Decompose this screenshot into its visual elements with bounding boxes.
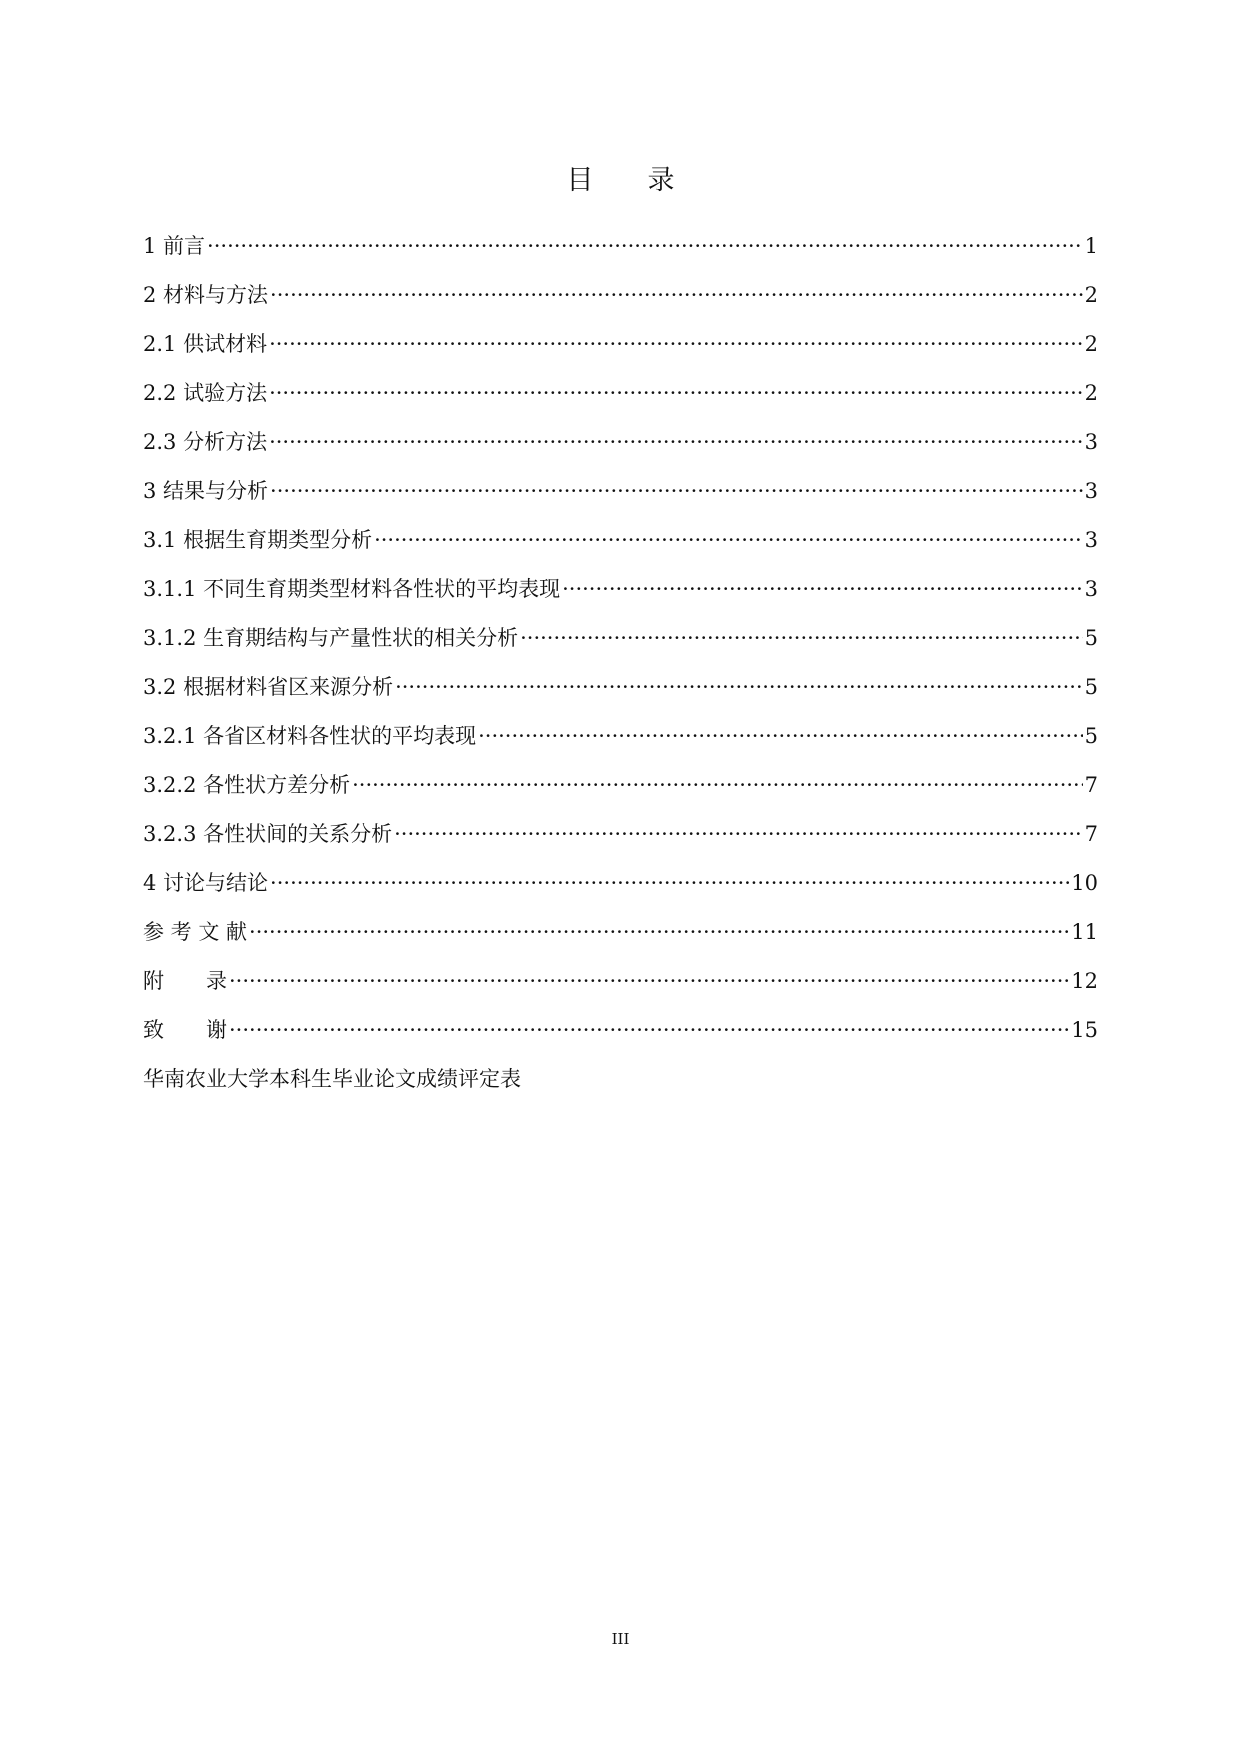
toc-entry[interactable] [143,564,1098,613]
toc-leader-dots [229,967,1069,995]
toc-entry-page: 12 [1071,968,1098,993]
toc-entry-page: 5 [1084,625,1098,650]
toc-entry[interactable] [143,662,1098,711]
toc-entry-label: 致 谢 [143,1017,227,1042]
toc-leader-dots [270,477,1083,505]
toc-entry-label: 3.2.1 各省区材料各性状的平均表现 [143,723,477,748]
toc-leader-dots [270,869,1069,897]
toc-entry-page: 1 [1084,233,1098,258]
toc-entry-page: 2 [1084,380,1098,405]
toc-footer-entry[interactable] [143,1054,1098,1103]
table-of-contents [143,221,1098,1103]
toc-leader-dots [352,771,1083,799]
toc-entry-page: 7 [1084,821,1098,846]
toc-leader-dots [478,722,1083,750]
toc-entry[interactable] [143,466,1098,515]
toc-entry-page: 7 [1084,772,1098,797]
toc-entry[interactable] [143,515,1098,564]
toc-entry[interactable] [143,711,1098,760]
toc-entry[interactable] [143,907,1098,956]
toc-entry-page: 3 [1084,527,1098,552]
toc-entry[interactable] [143,417,1098,466]
toc-entry-label: 3.1 根据生育期类型分析 [143,527,373,552]
page-title: 目 录 [566,165,675,196]
toc-entry[interactable] [143,1005,1098,1054]
toc-leader-dots [394,820,1083,848]
toc-leader-dots [207,232,1083,260]
toc-entry[interactable] [143,221,1098,270]
toc-leader-dots [395,673,1083,701]
toc-entry[interactable] [143,858,1098,907]
toc-leader-dots [562,575,1083,603]
toc-entry-page: 15 [1071,1017,1098,1042]
toc-leader-dots [520,624,1083,652]
toc-entry-page: 3 [1084,576,1098,601]
toc-leader-dots [229,1016,1069,1044]
toc-entry[interactable] [143,368,1098,417]
toc-entry[interactable] [143,319,1098,368]
toc-entry-page: 3 [1084,429,1098,454]
toc-entry-label: 3.2 根据材料省区来源分析 [143,674,394,699]
toc-leader-dots [269,428,1083,456]
toc-entry-label: 2.1 供试材料 [143,331,268,356]
toc-entry-label: 2.2 试验方法 [143,380,268,405]
toc-entry-page: 10 [1071,870,1098,895]
toc-entry-label: 4 讨论与结论 [143,870,269,895]
toc-entry-label: 2.3 分析方法 [143,429,268,454]
toc-leader-dots [269,330,1083,358]
toc-entry[interactable] [143,809,1098,858]
toc-entry-page: 11 [1071,919,1098,944]
toc-entry[interactable] [143,270,1098,319]
toc-entry-page: 3 [1084,478,1098,503]
page-number: III [611,1630,630,1648]
toc-leader-dots [270,281,1083,309]
toc-entry-page: 5 [1084,723,1098,748]
toc-leader-dots [249,918,1069,946]
toc-entry-label: 1 前言 [143,233,206,258]
toc-entry-label: 3.1.2 生育期结构与产量性状的相关分析 [143,625,519,650]
toc-footer-label: 华南农业大学本科生毕业论文成绩评定表 [143,1066,521,1091]
toc-leader-dots [374,526,1083,554]
toc-entry-label: 附 录 [143,968,227,993]
toc-leader-dots [269,379,1083,407]
toc-entry-label: 3.2.3 各性状间的关系分析 [143,821,393,846]
toc-entry-label: 3 结果与分析 [143,478,269,503]
toc-entry-label: 3.2.2 各性状方差分析 [143,772,351,797]
toc-entry[interactable] [143,760,1098,809]
toc-entry-label: 参 考 文 献 [143,919,248,944]
toc-entry-label: 3.1.1 不同生育期类型材料各性状的平均表现 [143,576,561,601]
toc-entry[interactable] [143,613,1098,662]
toc-entry-page: 2 [1084,331,1098,356]
toc-entry-page: 5 [1084,674,1098,699]
toc-entry[interactable] [143,956,1098,1005]
toc-entry-label: 2 材料与方法 [143,282,269,307]
toc-entry-page: 2 [1084,282,1098,307]
